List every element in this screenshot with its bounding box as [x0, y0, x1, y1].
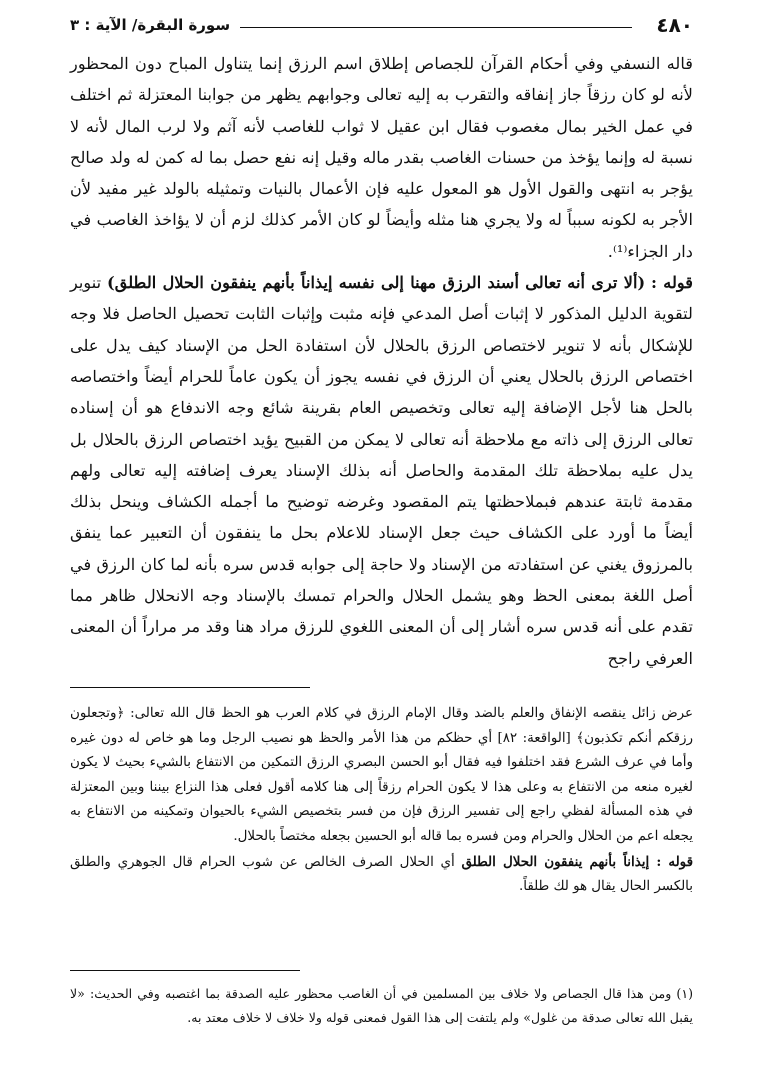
main-paragraph-2-body: تنوير لتقوية الدليل المذكور لا إثبات أصل المدعي فإنه مثبت وإثبات الثابت تحصيل الحاصل فلا وجه للإشكال بأنه لا تنوير لاختصاص الرزق بالحلال لأن استفادة الحل من الإسناد كيف يدل على اختصاص الرزق بالحلال يعني أن الرزق في نفسه يجوز أن يكون عاماً للحرام أيضاً واختصاصه بالحل هنا لأجل الإضافة إليه تعالى وتخصيص العام بقرينة شائع وجه الاندفاع هو أن إسناده تعالى الرزق إلى ذاته مع ملاحظة أنه تعالى لا يمكن من القبيح يؤيد اختصاص الرزق بالحلال بل يدل عليه بملاحظة تلك المقدمة والحاصل أنه بذلك الإسناد يعرف إضافته إليه تعالى ولهم مقدمة ثابتة عندهم فبملاحظتها يتم المقصود وغرضه توضيح ما أجمله الكشاف وينحل بذلك أيضاً ما أورد على الكشاف حيث جعل الإسناد للاعلام بحل ما ينفقون أن التعبير عما ينفق بالمرزوق يغني عن استفادته من الإسناد ولا حاجة إلى جوابه قدس سره بأنه لما كان الرزق في أصل اللغة بمعنى الحظ وهو يشمل الحلال والحرام تمسك بالإسناد وجه الانحلال ظاهر مما تقدم على أنه قدس سره أشار إلى أن المعنى اللغوي للرزق مراد هنا وقد مر مراراً أن المعنى العرفي راجح — [70, 273, 693, 668]
commentary-paragraph-2-body: أي الحلال الصرف الخالص عن شوب الحرام قال الجوهري والطلق بالكسر الحال يقال هو لك طلقاً. — [70, 854, 693, 895]
commentary-paragraph-1: عرض زائل ينقصه الإنفاق والعلم بالضد وقال الإمام الرزق في كلام العرب هو الحظ قال الله تعالى: ﴿وتجعلون رزقكم أنكم تكذبون﴾ [الواقعة: ٨٢] أي حظكم من هذا الأمر والحظ هو نصيب الرجل وما هو خاص له دون غيره وأما في عرف الشرع فقد اختلفوا فيه فقال أبو الحسن البصري الرزق التمكين من الانتفاع بالشيء بحيث لا يكون لغيره منعه من الانتفاع به وعلى هذا لا يكون الحرام رزقاً إلى هنا كلامه أقول فعلى هذا النزاع بيننا وبين المعتزلة في هذه المسألة لفظي راجع إلى تفسير الرزق فإن من فسر بتخصيص الشيء بالحيوان وتمكينه من الانتفاع به يجعله اعم من الحلال والحرام ومن فسره بما قاله أبو الحسين بجعله مختصاً بالحلال. — [70, 706, 693, 844]
commentary-separator — [70, 687, 310, 688]
page-number: ٤٨٠ — [656, 13, 693, 37]
commentary-paragraph-2 — [70, 850, 693, 900]
main-paragraph-1: قاله النسفي وفي أحكام القرآن للجصاص إطلاق اسم الرزق إنما يتناول المباح دون المحظور لأنه لو كان رزقاً جاز إنفاقه والتقرب به إليه تعالى وجوابهم يظهر من جوابنا المعتزلة ثم اختلف في عمل الخير بمال مغصوب فقال ابن عقيل لا ثواب للغاصب لأنه آثم ولا لرب المال لأنه لا نسبة له وإنما يؤخذ من حسنات الغاصب بقدر ماله وقيل إنه نفع حصل بما له كمن له ولد صالح يؤجر به انتهى والقول الأول هو المعول عليه فإن الأعمال بالنيات وتمثيله بالولد غير مفيد لأن الأجر به لكونه سبباً له ولا يجري هنا مثله وأيضاً لو كان الأمر كذلك لزم أن لا يؤاخذ الغاصب في دار الجزاء⁽¹⁾. — [70, 54, 693, 261]
main-text — [70, 48, 693, 674]
quoted-lemma: (ألا ترى أنه تعالى أسند الرزق مهنا إلى نفسه إيذاناً بأنهم ينفقون الحلال الطلق) — [107, 273, 646, 293]
footnote-separator — [70, 970, 300, 971]
running-title: سورة البقرة/ الآية : ٣ — [70, 16, 231, 34]
footnote — [70, 982, 693, 1030]
commentary-lemma: قوله : إيذاناً بأنهم ينفقون الحلال الطلق — [461, 853, 693, 870]
footnote-1: (١) ومن هذا قال الجصاص ولا خلاف بين المسلمين في أن الغاصب محظور عليه الصدقة بما اغتصبه وفي الحديث: «لا يقبل الله تعالى صدقة من غلول» ولم يلتفت إلى هذا القول فمعنى قوله ولا خلاف لا خلاف معتد به. — [70, 986, 693, 1025]
qawluhu-label: قوله : — [650, 273, 693, 293]
main-paragraph-2 — [70, 267, 693, 674]
commentary-text — [70, 702, 693, 900]
header-rule — [240, 27, 632, 28]
running-header — [70, 10, 693, 40]
